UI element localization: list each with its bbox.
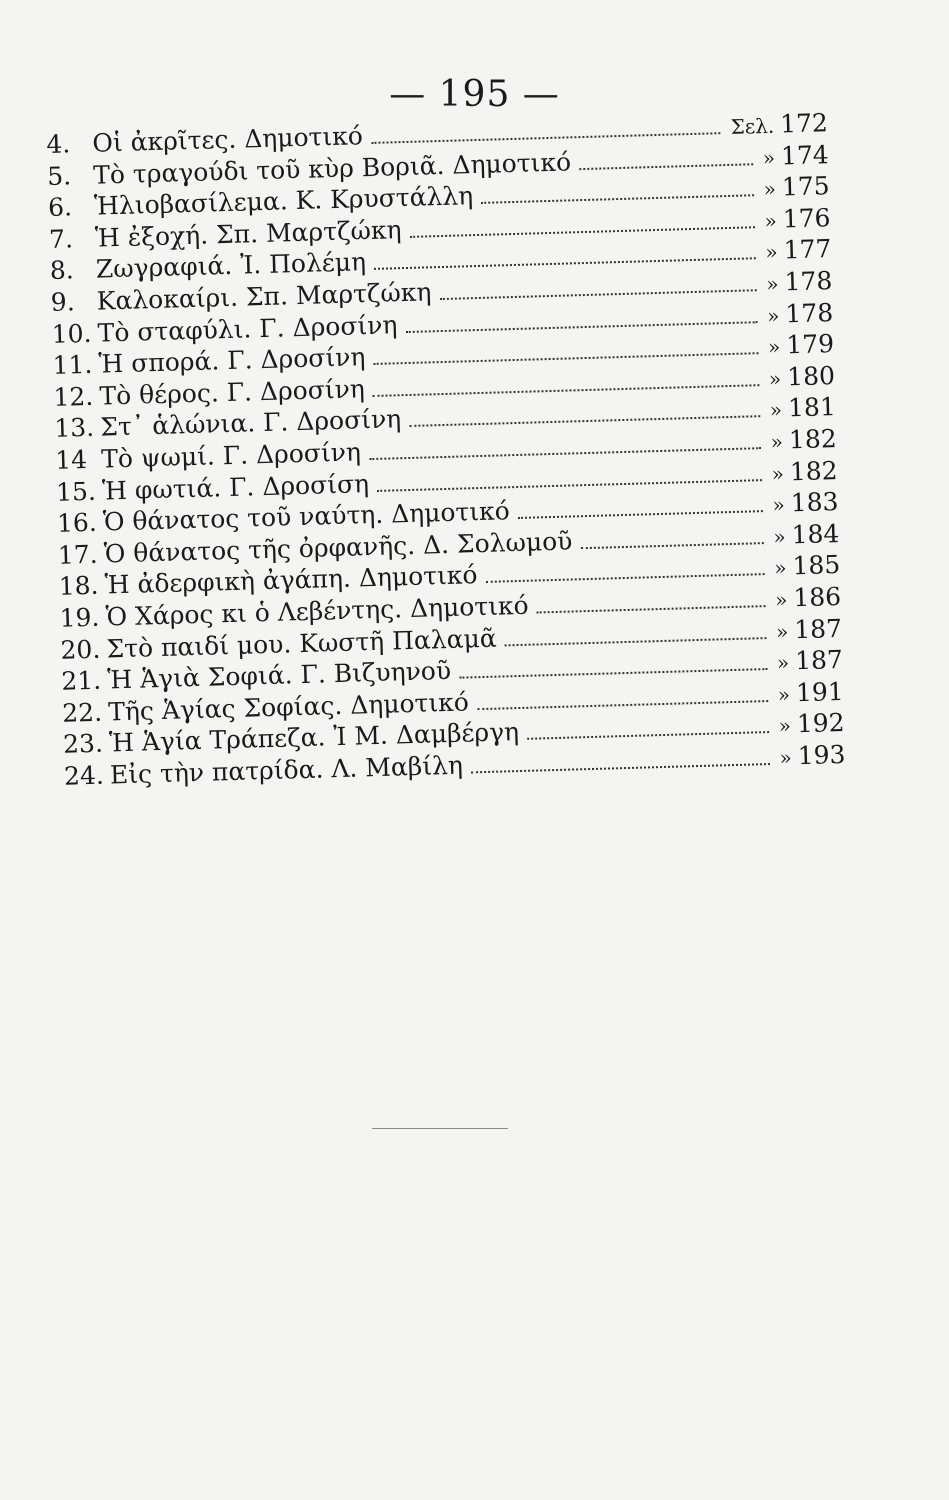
toc-entry-page: 187 — [793, 613, 843, 644]
toc-entry-number: 5. — [46, 160, 72, 191]
page-number: — 195 — — [389, 74, 560, 115]
toc-entry-title: Ἡ σπορά. Γ. Δροσίνη — [98, 342, 366, 379]
toc-entry-page-prefix: » — [763, 176, 777, 202]
toc-entry-page-prefix: » — [770, 429, 784, 454]
toc-entry-page: 178 — [785, 297, 834, 328]
dot-leader — [406, 321, 758, 333]
toc-entry-title: Ὁ Χάρος κι ὁ Λεβέντης. Δημοτικό — [105, 590, 529, 632]
toc-entry-title: Ἡ Ἁγιὰ Σοφιά. Γ. Βιζυηνοῦ — [106, 656, 452, 695]
toc-entry-number: 22. — [61, 697, 103, 728]
dot-leader — [579, 163, 753, 170]
table-of-contents — [46, 108, 844, 793]
toc-entry-page-prefix: » — [771, 461, 785, 486]
dot-leader — [537, 605, 766, 613]
toc-entry-page: 174 — [780, 139, 830, 171]
toc-entry-number: 23. — [62, 728, 104, 760]
toc-entry-page: 181 — [787, 392, 837, 423]
toc-entry-title: Τὸ σταφύλι. Γ. Δροσίνη — [97, 309, 398, 348]
toc-entry-number: 17. — [57, 539, 99, 570]
toc-entry-page-prefix: » — [777, 682, 791, 707]
toc-entry-page: 185 — [792, 550, 841, 581]
toc-entry-title: Ἡ ἐξοχή. Σπ. Μαρτζώκη — [94, 214, 402, 253]
toc-entry-number: 9. — [50, 287, 76, 317]
dot-leader — [409, 416, 760, 428]
toc-entry-number: 13. — [53, 413, 95, 444]
toc-entry-page: 193 — [797, 739, 846, 771]
dot-leader — [505, 637, 766, 646]
toc-entry-page-prefix: » — [766, 303, 780, 328]
toc-entry-page: 176 — [782, 202, 831, 234]
toc-entry-page-prefix: » — [779, 745, 793, 770]
toc-entry-title: Καλοκαίρι. Σπ. Μαρτζώκη — [96, 277, 432, 316]
toc-entry-page: 179 — [785, 329, 835, 360]
toc-entry-page: 186 — [792, 581, 842, 613]
toc-entry-page-prefix: » — [778, 713, 792, 739]
toc-entry-title: Τὸ θέρος. Γ. Δροσίνη — [99, 373, 366, 411]
toc-entry-number: 18. — [58, 571, 99, 602]
toc-entry-page-prefix: » — [774, 587, 788, 612]
dot-leader — [371, 132, 721, 144]
toc-entry-number: 6. — [47, 192, 73, 223]
toc-entry-page: 180 — [786, 360, 836, 392]
toc-entry-number: 11. — [52, 349, 93, 381]
toc-entry-number: 16. — [56, 507, 98, 538]
dot-leader — [481, 194, 754, 204]
toc-entry-page-prefix: » — [776, 650, 790, 675]
toc-entry-title: Ζωγραφιά. Ἰ. Πολέμη — [95, 247, 367, 285]
toc-entry-page-prefix: » — [765, 271, 779, 296]
toc-entry-number: 14 — [54, 444, 88, 475]
toc-entry-title: Στὸ παιδί μου. Κωστῆ Παλαμᾶ — [106, 623, 497, 664]
toc-entry-page-prefix: » — [767, 334, 781, 360]
toc-entry-title: Ἡλιοβασίλεμα. Κ. Κρυστάλλη — [93, 181, 474, 221]
toc-entry-page-prefix: » — [773, 555, 787, 581]
toc-entry-number: 4. — [46, 129, 71, 159]
dot-leader — [527, 731, 769, 740]
dot-leader — [486, 573, 765, 583]
toc-entry-title: Τὸ ψωμί. Γ. Δροσίνη — [100, 437, 362, 474]
toc-entry-page: 177 — [783, 234, 832, 265]
toc-entry-title: Τὸ τραγούδι τοῦ κὺρ Βοριᾶ. Δημοτικό — [92, 146, 572, 190]
dot-leader — [459, 668, 767, 679]
toc-entry-title: Τῆς Ἁγίας Σοφίας. Δημοτικό — [107, 687, 470, 727]
toc-entry-title: Εἰς τὴν πατρίδα. Λ. Μαβίλη — [109, 750, 464, 790]
dot-leader — [373, 384, 759, 397]
toc-entry-page-prefix: » — [773, 524, 786, 549]
toc-entry-page-prefix: » — [768, 366, 782, 391]
dot-leader — [477, 700, 768, 710]
toc-entry-page: 182 — [788, 423, 838, 455]
toc-entry-page-prefix: Σελ. — [730, 113, 775, 139]
toc-entry-number: 21. — [60, 665, 102, 696]
toc-entry-number: 24. — [63, 760, 105, 791]
toc-entry-title: Ἡ ἀδερφικὴ ἀγάπη. Δημοτικό — [104, 560, 478, 600]
toc-entry-page: 182 — [789, 455, 838, 486]
dot-leader — [410, 226, 755, 238]
toc-entry-page: 178 — [784, 266, 833, 297]
dot-leader — [374, 258, 756, 271]
toc-entry-page-prefix: » — [775, 618, 789, 644]
divider-line — [372, 1128, 508, 1129]
toc-entry-page: 184 — [791, 518, 840, 550]
toc-entry-page-prefix: » — [765, 239, 779, 265]
toc-entry-page-prefix: » — [769, 397, 783, 423]
dot-leader — [471, 763, 770, 773]
toc-entry-page: 175 — [781, 171, 830, 202]
toc-entry-number: 19. — [59, 602, 100, 633]
dot-leader — [440, 289, 757, 300]
toc-entry-number: 7. — [48, 224, 74, 254]
toc-entry-number: 15. — [55, 476, 97, 507]
toc-entry-number: 20. — [60, 634, 101, 665]
toc-entry-page: 187 — [794, 645, 844, 676]
toc-entry-page: 183 — [790, 487, 839, 518]
toc-entry-title: Ὁ θάνατος τοῦ ναύτη. Δημοτικό — [102, 496, 511, 537]
dot-leader — [373, 352, 758, 365]
toc-entry-number: 12. — [53, 381, 94, 412]
dot-leader — [369, 447, 761, 460]
toc-entry-title: Στ᾽ ἁλώνια. Γ. Δροσίνη — [99, 404, 402, 442]
toc-entry-number: 10. — [51, 318, 92, 349]
toc-entry-title: Οἱ ἀκρῖτες. Δημοτικό — [91, 121, 364, 158]
dot-leader — [377, 479, 762, 492]
toc-entry-title: Ὁ θάνατος τῆς ὀρφανῆς. Δ. Σολωμοῦ — [103, 526, 573, 569]
dot-leader — [580, 542, 763, 549]
toc-entry-page-prefix: » — [772, 492, 786, 517]
toc-entry-page: 172 — [779, 108, 829, 139]
toc-entry-page-prefix: » — [764, 208, 778, 233]
dot-leader — [518, 510, 763, 519]
toc-entry-page-prefix: » — [762, 145, 776, 170]
toc-entry-title: Ἡ φωτιά. Γ. Δροσίση — [101, 468, 370, 506]
toc-entry-page: 191 — [795, 676, 845, 707]
toc-entry-number: 8. — [49, 255, 75, 286]
toc-entry-title: Ἡ Ἁγία Τράπεζα. Ἰ Μ. Δαμβέργη — [108, 717, 520, 758]
toc-entry-page: 192 — [796, 708, 845, 739]
